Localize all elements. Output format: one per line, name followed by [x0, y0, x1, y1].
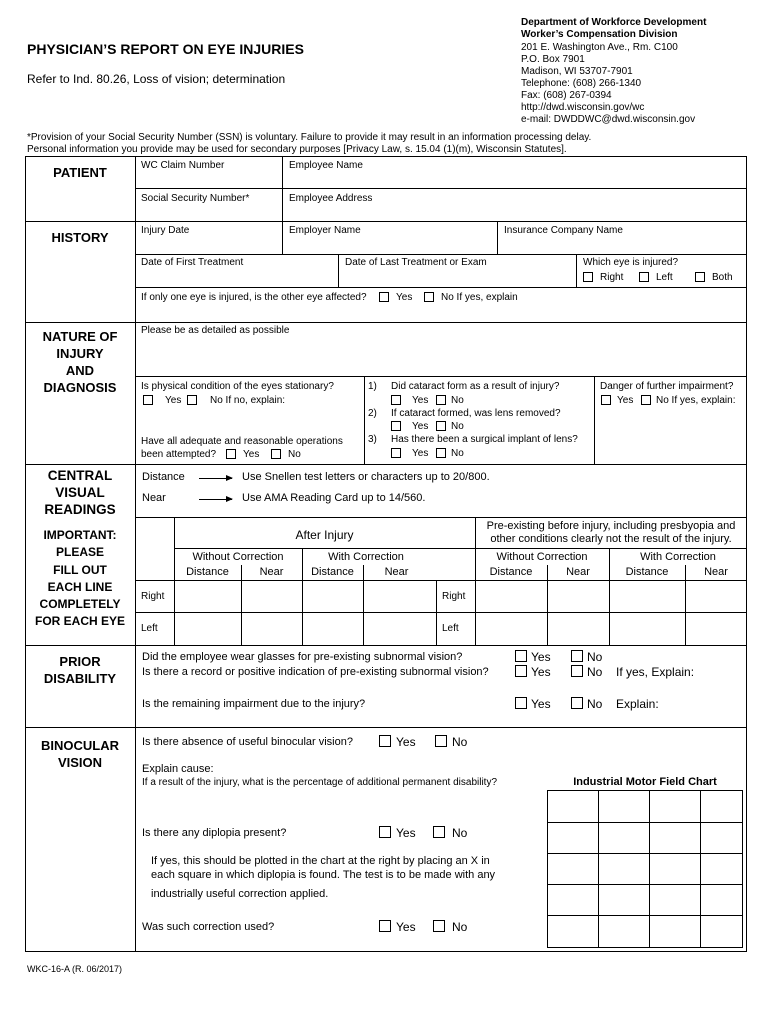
col-near: Near: [704, 566, 728, 578]
record-no-label: No: [587, 665, 603, 679]
danger-no-label: No If yes, explain:: [656, 395, 736, 406]
eye-left-label: Left: [656, 272, 673, 283]
row-line: [135, 517, 747, 518]
record-question: Is there a record or positive indication of pre-existing subnormal vision?: [142, 666, 489, 678]
lens-removed-yes-label: Yes: [412, 421, 429, 432]
nature-title-line: AND: [65, 363, 95, 378]
chart-grid-line: [598, 791, 599, 947]
absence-no-label: No: [452, 735, 468, 749]
chart-grid-line: [548, 853, 742, 854]
employee-name-field[interactable]: Employee Name: [289, 160, 363, 171]
prior-section-title: [25, 653, 135, 687]
agency-address-line: 201 E. Washington Ave., Rm. C100: [521, 42, 678, 53]
central-title-line: READINGS: [44, 502, 116, 517]
chart-grid-line: [548, 822, 742, 823]
row-line: [135, 188, 747, 189]
glasses-question: Did the employee wear glasses for pre-existing subnormal vision?: [142, 651, 463, 663]
diplopia-no-checkbox[interactable]: [433, 826, 445, 838]
cataract-item-number: 3): [368, 434, 377, 445]
which-eye-label: Which eye is injured?: [583, 257, 679, 268]
cataract-question: Did cataract form as a result of injury?: [391, 381, 560, 392]
percentage-question: If a result of the injury, what is the percentage of additional permanent disability?: [142, 777, 498, 788]
cell-line: [364, 376, 365, 464]
cell-line: [475, 580, 476, 645]
nature-section-title: [25, 328, 135, 396]
plot-instruction: If yes, this should be plotted in the chart at the right by placing an X in: [151, 855, 490, 867]
right-eye-row-label: Right: [141, 591, 165, 602]
arrow-right-icon: [199, 478, 232, 479]
eye-both-label: Both: [712, 272, 733, 283]
left-eye-row-label: Left: [141, 623, 158, 634]
remaining-yes-checkbox[interactable]: [515, 697, 527, 709]
agency-division: Worker’s Compensation Division: [521, 29, 678, 40]
col-distance: Distance: [489, 566, 533, 578]
prior-title-line: DISABILITY: [43, 671, 117, 686]
motor-field-chart[interactable]: [547, 790, 743, 948]
other-eye-no-checkbox[interactable]: [424, 292, 434, 302]
section-separator: [25, 727, 747, 728]
stationary-no-label: No If no, explain:: [210, 395, 286, 406]
row-line: [135, 612, 747, 613]
chart-grid-line: [700, 791, 701, 947]
cell-line: [547, 565, 548, 645]
binocular-section-title: [25, 737, 135, 771]
pre-without-correction: Without Correction: [496, 551, 588, 563]
remaining-no-label: No: [587, 697, 603, 711]
lens-removed-question: If cataract formed, was lens removed?: [391, 408, 561, 419]
row-line: [135, 287, 747, 288]
operations-yes-label: Yes: [243, 449, 260, 460]
injury-date-field[interactable]: Injury Date: [141, 225, 190, 236]
preexisting-header: Pre-existing before injury, including presbyopia and: [486, 520, 736, 532]
history-section-title: HISTORY: [51, 230, 109, 245]
cell-line: [436, 580, 437, 645]
eye-right-label: Right: [600, 272, 624, 283]
section-separator: [25, 322, 747, 323]
important-note: [25, 527, 135, 631]
lens-removed-yes-checkbox[interactable]: [391, 421, 401, 431]
record-no-checkbox[interactable]: [571, 665, 583, 677]
chart-grid-line: [649, 791, 650, 947]
cell-line: [302, 580, 303, 645]
motor-field-chart-title: Industrial Motor Field Chart: [573, 776, 717, 788]
operations-question: been attempted?: [141, 449, 217, 460]
prior-title-line: PRIOR: [59, 654, 101, 669]
chart-grid-line: [548, 884, 742, 885]
right-eye-row-label: Right: [442, 591, 466, 602]
plot-instruction: industrially useful correction applied.: [151, 888, 329, 900]
agency-address-line: Madison, WI 53707-7901: [521, 66, 633, 77]
lens-implant-yes-checkbox[interactable]: [391, 448, 401, 458]
col-near: Near: [259, 566, 284, 578]
other-eye-no-label: No If yes, explain: [441, 292, 518, 303]
cell-line: [338, 254, 339, 287]
operations-no-checkbox[interactable]: [271, 449, 281, 459]
row-line: [174, 548, 747, 549]
central-title-line: VISUAL: [55, 485, 105, 500]
agency-phone: Telephone: (608) 266-1340: [521, 78, 642, 89]
eye-right-checkbox[interactable]: [583, 272, 593, 282]
diplopia-yes-checkbox[interactable]: [379, 826, 391, 838]
left-eye-row-label: Left: [442, 623, 459, 634]
explain-cause-field[interactable]: Explain cause:: [142, 763, 214, 775]
record-explain-label: If yes, Explain:: [616, 665, 695, 679]
plot-instruction: each square in which diplopia is found. The test is to be made with any: [151, 869, 496, 881]
other-eye-yes-label: Yes: [396, 292, 413, 303]
row-line: [135, 376, 747, 377]
glasses-no-label: No: [587, 650, 603, 664]
reference-text: Refer to Ind. 80.26, Loss of vision; determination: [27, 72, 286, 86]
other-eye-question: If only one eye is injured, is the other eye affected?: [141, 292, 367, 303]
pre-with-correction: With Correction: [640, 551, 716, 563]
lens-implant-question: Has there been a surgical implant of lens?: [391, 434, 578, 445]
remaining-question: Is the remaining impairment due to the injury?: [142, 698, 366, 710]
central-section-title: [25, 467, 135, 518]
correction-yes-label: Yes: [396, 920, 416, 934]
danger-yes-label: Yes: [617, 395, 634, 406]
important-line: PLEASE: [55, 545, 104, 560]
cataract-yes-label: Yes: [412, 395, 429, 406]
patient-section-title: PATIENT: [53, 165, 107, 180]
agency-department: Department of Workforce Development: [521, 17, 707, 28]
page-title: PHYSICIAN’S REPORT ON EYE INJURIES: [27, 41, 304, 57]
record-yes-label: Yes: [531, 665, 551, 679]
arrow-right-icon: [199, 499, 232, 500]
cell-line: [174, 580, 175, 645]
agency-email[interactable]: e-mail: DWDDWC@dwd.wisconsin.gov: [521, 114, 696, 125]
eye-left-checkbox[interactable]: [639, 272, 649, 282]
col-near: Near: [566, 566, 590, 578]
correction-no-label: No: [452, 920, 468, 934]
lens-removed-no-label: No: [451, 421, 464, 432]
cell-line: [609, 580, 610, 645]
glasses-yes-label: Yes: [531, 650, 551, 664]
diplopia-yes-label: Yes: [396, 826, 416, 840]
employer-name-field[interactable]: Employer Name: [289, 225, 361, 236]
near-instruction: Use AMA Reading Card up to 14/560.: [242, 492, 426, 504]
after-without-correction: Without Correction: [192, 551, 284, 563]
binocular-title-line: BINOCULAR: [41, 738, 119, 753]
row-line: [135, 254, 747, 255]
privacy-notice: *Provision of your Social Security Number (SSN) is voluntary. Failure to provide it may result in an information processing delay.: [27, 132, 592, 143]
section-separator: [25, 464, 747, 465]
chart-grid-line: [548, 915, 742, 916]
nature-title-line: INJURY: [56, 346, 104, 361]
col-near: Near: [384, 566, 409, 578]
cataract-yes-checkbox[interactable]: [391, 395, 401, 405]
cell-line: [594, 376, 595, 464]
distance-label: Distance: [142, 471, 185, 483]
lens-implant-no-label: No: [451, 448, 464, 459]
distance-instruction: Use Snellen test letters or characters up to 20/800.: [242, 471, 490, 483]
lens-implant-no-checkbox[interactable]: [436, 448, 446, 458]
cell-line: [576, 254, 577, 287]
glasses-yes-checkbox[interactable]: [515, 650, 527, 662]
first-treatment-field[interactable]: Date of First Treatment: [141, 257, 244, 268]
operations-no-label: No: [288, 449, 301, 460]
near-label: Near: [142, 492, 166, 504]
diplopia-no-label: No: [452, 826, 468, 840]
cell-line: [282, 221, 283, 254]
correction-no-checkbox[interactable]: [433, 920, 445, 932]
eye-both-checkbox[interactable]: [695, 272, 705, 282]
absence-yes-label: Yes: [396, 735, 416, 749]
col-distance: Distance: [311, 566, 354, 578]
important-line: IMPORTANT:: [43, 528, 117, 542]
correction-question: Was such correction used?: [142, 921, 275, 933]
privacy-notice: Personal information you provide may be used for secondary purposes [Privacy Law, s. 15.04 (1)(m), Wisconsin Statutes].: [27, 144, 567, 155]
cell-line: [241, 565, 242, 645]
absence-yes-checkbox[interactable]: [379, 735, 391, 747]
cell-line: [363, 565, 364, 645]
cataract-item-number: 2): [368, 408, 377, 419]
last-treatment-field[interactable]: Date of Last Treatment or Exam: [345, 257, 487, 268]
important-line: COMPLETELY: [39, 597, 121, 612]
other-eye-yes-checkbox[interactable]: [379, 292, 389, 302]
nature-title-line: DIAGNOSIS: [43, 380, 117, 395]
cataract-item-number: 1): [368, 381, 377, 392]
stationary-yes-label: Yes: [165, 395, 182, 406]
operations-question: Have all adequate and reasonable operations: [141, 436, 343, 447]
cataract-no-label: No: [451, 395, 464, 406]
after-with-correction: With Correction: [328, 551, 404, 563]
agency-address-line: P.O. Box 7901: [521, 54, 585, 65]
remaining-no-checkbox[interactable]: [571, 697, 583, 709]
section-separator: [25, 645, 747, 646]
form-number: WKC-16-A (R. 06/2017): [27, 964, 123, 974]
ssn-field[interactable]: Social Security Number*: [141, 193, 250, 204]
section-divider: [135, 156, 136, 952]
operations-yes-checkbox[interactable]: [226, 449, 236, 459]
absence-no-checkbox[interactable]: [435, 735, 447, 747]
danger-no-checkbox[interactable]: [641, 395, 651, 405]
stationary-no-checkbox[interactable]: [187, 395, 197, 405]
remaining-yes-label: Yes: [531, 697, 551, 711]
agency-website[interactable]: http://dwd.wisconsin.gov/wc: [521, 102, 645, 113]
detail-prompt-field[interactable]: Please be as detailed as possible: [141, 325, 290, 336]
insurance-company-field[interactable]: Insurance Company Name: [504, 225, 623, 236]
glasses-no-checkbox[interactable]: [571, 650, 583, 662]
danger-question: Danger of further impairment?: [600, 381, 734, 392]
preexisting-header: other conditions clearly not the result of the injury.: [490, 533, 732, 545]
col-distance: Distance: [625, 566, 669, 578]
remaining-explain-label: Explain:: [616, 697, 659, 711]
nature-title-line: NATURE OF: [42, 329, 118, 344]
row-line: [135, 580, 747, 581]
col-distance: Distance: [186, 566, 229, 578]
stationary-yes-checkbox[interactable]: [143, 395, 153, 405]
correction-yes-checkbox[interactable]: [379, 920, 391, 932]
cell-line: [685, 565, 686, 645]
central-title-line: CENTRAL: [47, 468, 113, 483]
cataract-no-checkbox[interactable]: [436, 395, 446, 405]
diplopia-question: Is there any diplopia present?: [142, 827, 287, 839]
after-injury-header: After Injury: [295, 528, 354, 542]
binocular-title-line: VISION: [57, 755, 103, 770]
important-line: FILL OUT: [53, 562, 107, 577]
lens-implant-yes-label: Yes: [412, 448, 429, 459]
section-separator: [25, 221, 747, 222]
danger-yes-checkbox[interactable]: [601, 395, 611, 405]
cell-line: [282, 156, 283, 221]
wc-claim-number-field[interactable]: WC Claim Number: [141, 160, 225, 171]
important-line: EACH LINE: [47, 579, 113, 594]
agency-fax: Fax: (608) 267-0394: [521, 90, 612, 101]
employee-address-field[interactable]: Employee Address: [289, 193, 373, 204]
record-yes-checkbox[interactable]: [515, 665, 527, 677]
important-line: FOR EACH EYE: [34, 614, 125, 629]
absence-question: Is there absence of useful binocular vision?: [142, 736, 353, 748]
cell-line: [497, 221, 498, 254]
lens-removed-no-checkbox[interactable]: [436, 421, 446, 431]
stationary-question: Is physical condition of the eyes stationary?: [141, 381, 334, 392]
